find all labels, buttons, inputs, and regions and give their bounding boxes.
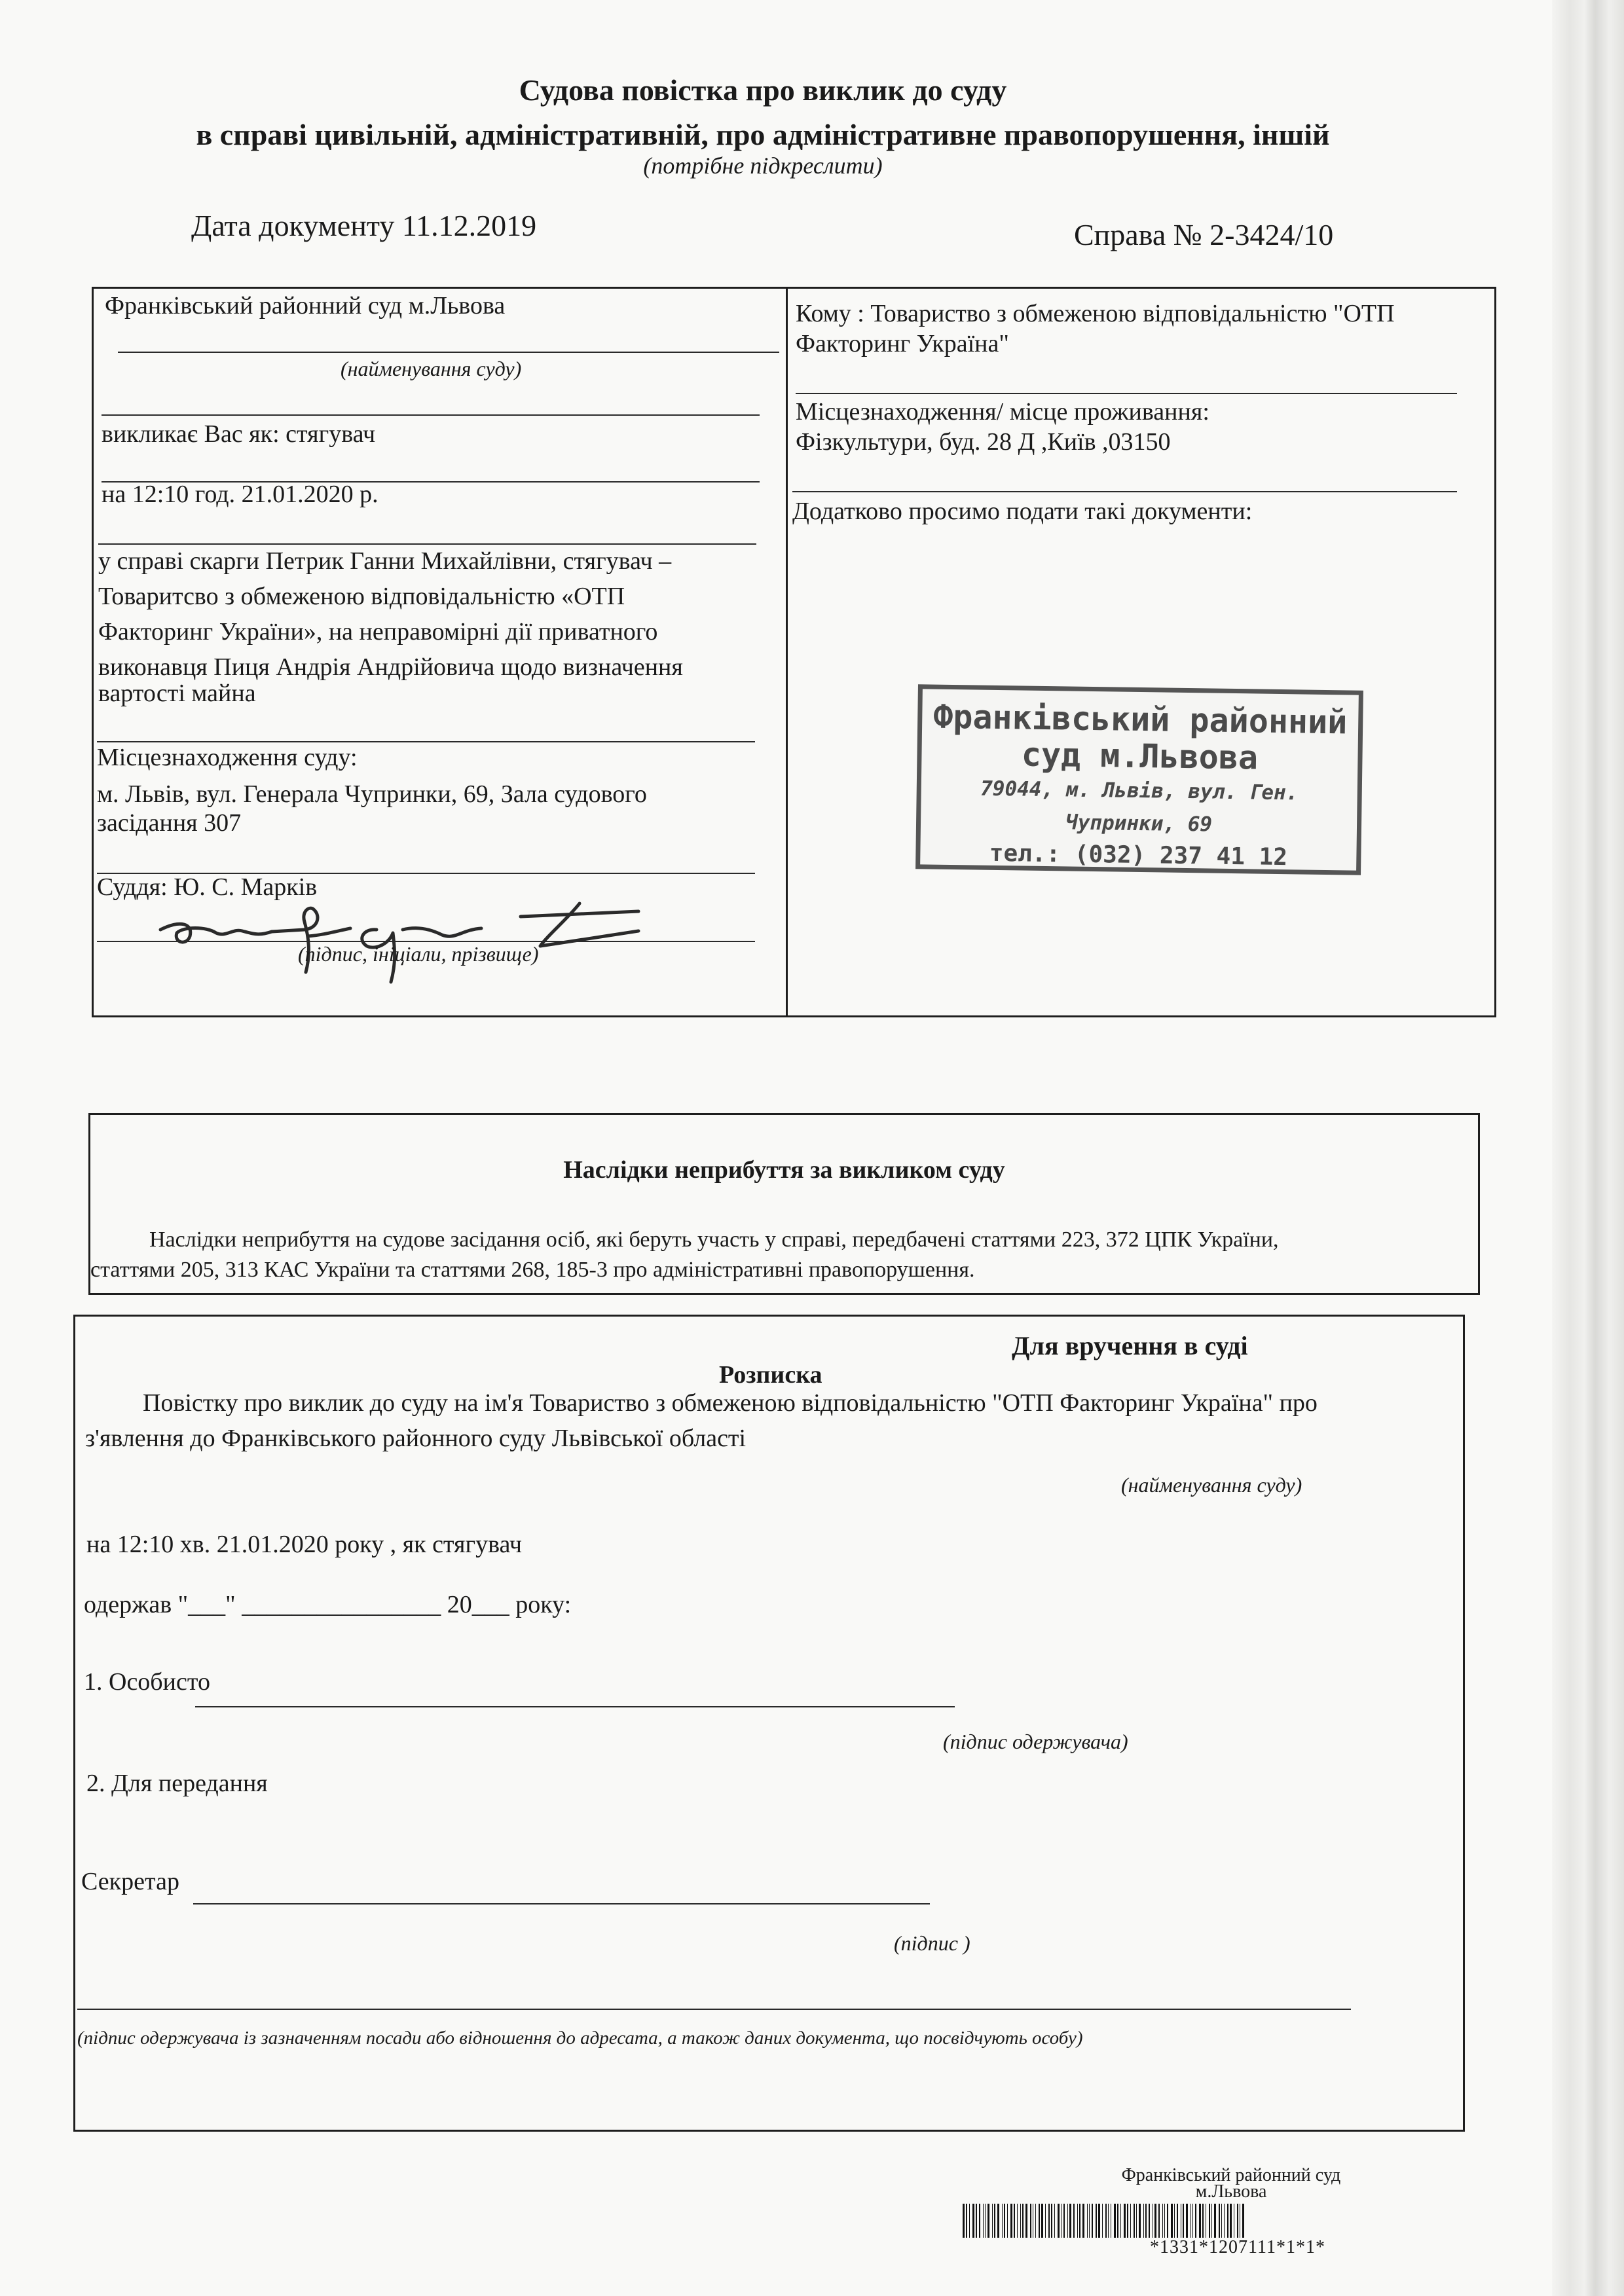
addressee-address: Фізкультури, буд. 28 Д ,Київ ,03150 [796,428,1171,456]
barcode-bar [1224,2204,1225,2238]
barcode-bar [1214,2204,1216,2238]
barcode-bar [1082,2204,1084,2238]
receipt-line-2: з'явлення до Франківського районного суду Львівської області [85,1425,747,1452]
receipt-for-transfer: 2. Для передання [86,1770,268,1797]
barcode-bar [1158,2204,1160,2238]
barcode-bar [979,2204,980,2238]
court-name-caption: (найменування суду) [341,357,522,380]
barcode-bar [1004,2204,1005,2238]
barcode-bar [1149,2204,1150,2238]
hearing-time: на 12:10 год. 21.01.2020 р. [101,481,378,508]
personal-caption: (підпис одержувача) [943,1730,1128,1753]
court-location-2: засідання 307 [97,809,242,837]
barcode-bar [1202,2204,1204,2238]
stamp-line-4: тел.: (032) 237 41 12 [989,839,1288,871]
barcode-bar [1164,2204,1165,2238]
barcode-bar [1237,2204,1238,2238]
barcode-bar [1051,2204,1052,2238]
barcode-bar [1048,2204,1050,2238]
barcode-bar [1045,2204,1046,2238]
barcode-bar [1041,2204,1043,2238]
recipient-signature-line [77,2009,1351,2010]
barcode-bar [1177,2204,1178,2238]
barcode-bar [1192,2204,1193,2238]
barcode-bar [1117,2204,1118,2238]
barcode-bar [1162,2204,1163,2238]
barcode-bar [1010,2204,1012,2238]
barcode-bar [1108,2204,1109,2238]
barcode-bar [966,2204,967,2238]
document-title: Судова повістка про виклик до суду [519,73,1007,107]
barcode-bar [987,2204,989,2238]
barcode-bar [1230,2204,1232,2238]
case-description-1: у справі скарги Петрик Ганни Михайлівни, стягувач – [98,547,672,575]
barcode-bar [963,2204,965,2238]
barcode-bar [1039,2204,1040,2238]
barcode-bar [1171,2204,1173,2238]
title-note: (потрібне підкреслити) [643,153,883,179]
rule [792,491,1457,492]
summons-as: викликає Вас як: стягувач [101,420,376,448]
personal-signature-line [195,1706,955,1707]
barcode-bar [1067,2204,1068,2238]
case-description-4: виконавця Пиця Андрія Андрійовича щодо визначення [98,653,683,681]
barcode-bar [969,2204,970,2238]
barcode-bar [1242,2204,1244,2238]
column-divider [786,288,788,1016]
receipt-court-caption: (найменування суду) [1121,1473,1302,1497]
barcode-bar [1209,2204,1210,2238]
barcode-bar [994,2204,995,2238]
barcode-bar [1020,2204,1021,2238]
barcode-bar [1063,2204,1065,2238]
barcode-bar [1002,2204,1003,2238]
barcode-bar [1007,2204,1008,2238]
barcode-bar [1017,2204,1018,2238]
barcode-bar [1174,2204,1175,2238]
court-location-label: Місцезнаходження суду: [97,744,358,771]
barcode-bar [1098,2204,1100,2238]
barcode-bar [1102,2204,1103,2238]
case-description-2: Товаритсво з обмеженою відповідальністю «ОТП [98,583,625,610]
court-stamp [915,684,1363,875]
barcode-bar [983,2204,984,2238]
receipt-time: на 12:10 хв. 21.01.2020 року , як стягувач [86,1531,522,1558]
stamp-line-3: 79044, м. Львів, вул. Ген. Чупринки, 69 [980,776,1299,837]
barcode-bar [1105,2204,1107,2238]
receipt-title: Розписка [719,1361,822,1389]
barcode-bar [992,2204,993,2238]
barcode-bar [1190,2204,1191,2238]
rule [118,352,779,353]
court-location-1: м. Львів, вул. Генерала Чупринки, 69, Зала судового [97,780,647,808]
barcode-text: *1331*1207111*1*1* [1150,2237,1325,2257]
stamp-line-1: Франківський районний [932,697,1348,742]
judge-signature [154,890,652,989]
scan-edge [1552,0,1624,2296]
barcode-bar [1134,2204,1135,2238]
addressee-2: Факторинг Україна" [796,330,1009,357]
secretary-signature-line [193,1903,930,1904]
receipt-personal: 1. Особисто [84,1668,210,1696]
barcode-bar [1195,2204,1196,2238]
consequences-title: Наслідки неприбуття за викликом суду [563,1156,1005,1184]
barcode-bar [1186,2204,1188,2238]
case-description-5: вартості майна [98,680,256,707]
barcode-bar [1130,2204,1131,2238]
barcode-bar [1096,2204,1097,2238]
for-court-delivery: Для вручення в суді [1012,1331,1248,1360]
barcode-bar [1227,2204,1228,2238]
barcode-bar [985,2204,986,2238]
barcode-bar [1167,2204,1168,2238]
barcode-bar [1145,2204,1147,2238]
case-description-3: Факторинг України», на неправомірні дії приватного [98,618,658,646]
footer-court-line-2: м.Львова [1195,2181,1267,2202]
address-label: Місцезнаходження/ місце проживання: [796,398,1209,426]
barcode-bar [1030,2204,1031,2238]
signature-caption: (підпис, ініціали, прізвище) [298,942,539,966]
barcode-bar [1221,2204,1222,2238]
document-subtitle: в справі цивільній, адміністративній, про адміністративне правопорушення, іншій [196,118,1330,151]
barcode-bar [1139,2204,1141,2238]
barcode-bar [1058,2204,1060,2238]
barcode-bar [1022,2204,1024,2238]
consequences-text-2: статтями 205, 313 КАС України та статтями 268, 185-3 про адміністративні правопорушення. [90,1258,975,1282]
barcode-bar [1154,2204,1156,2238]
barcode-bar [1124,2204,1126,2238]
barcode-bar [1025,2204,1027,2238]
barcode-bar [1073,2204,1075,2238]
barcode-bar [1120,2204,1121,2238]
barcode-bar [1114,2204,1116,2238]
barcode-bar [1089,2204,1090,2238]
rule [101,414,760,416]
barcode-bar [1211,2204,1212,2238]
document-date: Дата документу 11.12.2019 [191,209,537,242]
receipt-line-1: Повістку про виклик до суду на ім'я Товариство з обмеженою відповідальністю "ОТП Факторинг Україна" про [143,1389,1318,1417]
barcode-bar [1183,2204,1184,2238]
barcode-bar [1077,2204,1078,2238]
barcode-bar [1136,2204,1137,2238]
barcode [963,2204,1395,2238]
case-number: Справа № 2-3424/10 [1074,218,1334,251]
barcode-bar [1127,2204,1128,2238]
barcode-bar [1219,2204,1220,2238]
barcode-bar [972,2204,974,2238]
receipt-received: одержав "___" ________________ 20___ року: [84,1591,572,1618]
court-name: Франківський районний суд м.Львова [105,292,506,319]
barcode-bar [976,2204,977,2238]
barcode-bar [1054,2204,1055,2238]
stamp-line-2: суд м.Львова [1021,735,1259,777]
barcode-bar [1069,2204,1071,2238]
barcode-bar [997,2204,999,2238]
barcode-bar [1092,2204,1093,2238]
footer-court-line-1: Франківський районний суд [1121,2165,1341,2185]
extra-documents: Додатково просимо подати такі документи: [792,498,1253,525]
barcode-bar [1079,2204,1080,2238]
barcode-bar [1143,2204,1144,2238]
secretary-caption: (підпис ) [894,1931,970,1955]
barcode-bar [1035,2204,1036,2238]
barcode-bar [1087,2204,1088,2238]
bottom-caption: (підпис одержувача із зазначенням посади або відношення до адресата, а також даних документа, що посвідчують особу) [77,2028,1083,2049]
barcode-bar [1014,2204,1015,2238]
receipt-secretary: Секретар [81,1868,179,1895]
barcode-bar [1199,2204,1201,2238]
consequences-text-1: Наслідки неприбуття на судове засідання осіб, які беруть участь у справі, передбачені статтями 223, 372 ЦПК України, [149,1228,1279,1252]
addressee-1: Кому : Товариство з обмеженою відповідальністю "ОТП [796,300,1395,327]
judge-name: Суддя: Ю. С. Марків [97,873,318,901]
